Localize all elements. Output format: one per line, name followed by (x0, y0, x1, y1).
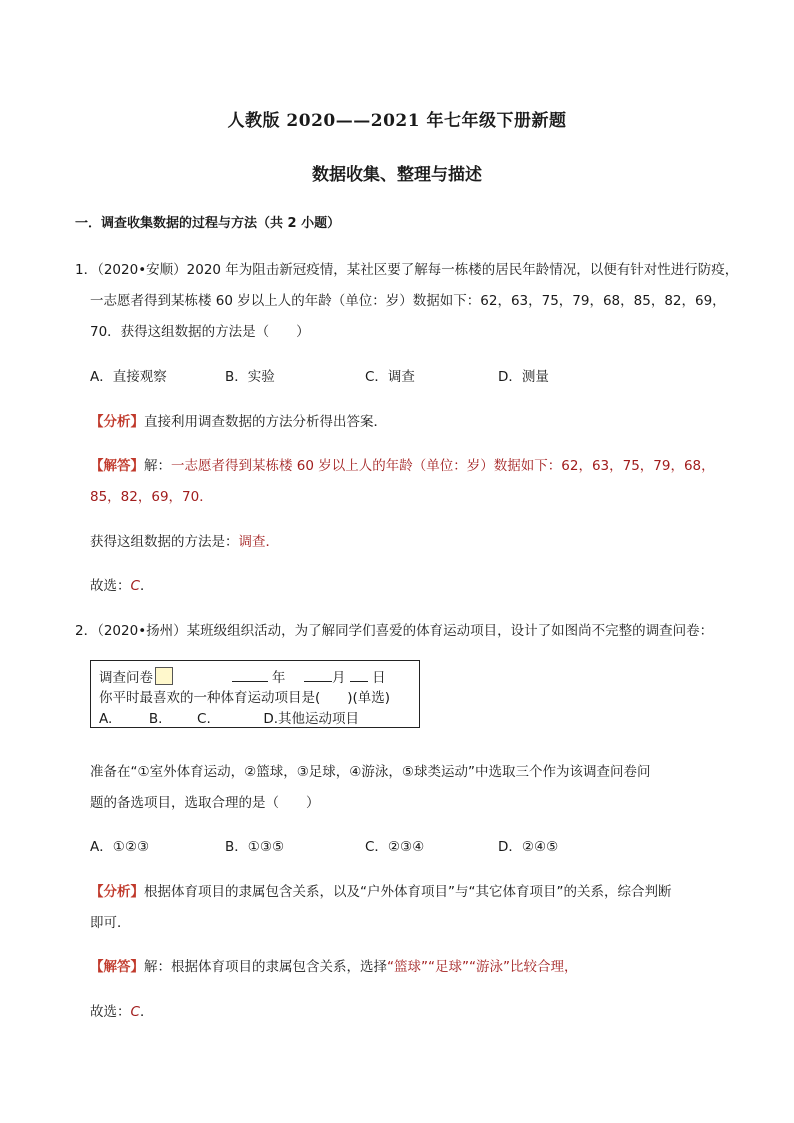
q2-option-b: B．①③⑤ (225, 839, 285, 855)
q2-analysis-line2: 即可． (90, 915, 131, 931)
q2-analysis-line1 (90, 880, 671, 900)
q1-stem-line1: 1．（2020•安顺）2020 年为阻击新冠疫情，某社区要了解每一栋楼的居民年龄情况，以便有针对性进行防疫， (75, 262, 739, 278)
q2-answer-prefix: 解：根据体育项目的隶属包含关系，选择 (144, 959, 387, 975)
q2-stem-line3: 题的备选项目，选取合理的是（ ） (90, 795, 320, 811)
q1-option-c: C．调查 (365, 369, 415, 385)
q2-choice-value: C (130, 1004, 140, 1020)
q1-choice-suffix: ． (139, 578, 154, 594)
q1-option-d: D．测量 (498, 369, 549, 385)
survey-option-d: D.其他运动项目 (263, 711, 360, 727)
survey-checkbox-square (155, 667, 173, 685)
q2-answer-suffix: 比较合理， (509, 959, 578, 975)
q2-option-a: A．①②③ (90, 839, 150, 855)
q1-method-line (90, 530, 279, 550)
q1-method-prefix: 获得这组数据的方法是： (90, 534, 239, 550)
survey-header-row (99, 666, 386, 686)
survey-day-label: 日 (372, 670, 386, 686)
survey-option-a: A. (99, 711, 113, 727)
q2-stem-line1: 2．（2020•扬州）某班级组织活动，为了解同学们喜爱的体育运动项目，设计了如图尚不完整的调查问卷： (75, 623, 714, 639)
q2-stem-line2: 准备在“①室外体育运动，②篮球，③足球，④游泳，⑤球类运动”中选取三个作为该调查问卷问 (90, 764, 651, 780)
q2-answer-tag: 【解答】 (90, 959, 144, 975)
survey-label: 调查问卷 (99, 670, 153, 686)
q1-answer-prefix: 解： (144, 458, 171, 474)
q1-stem-line2: 一志愿者得到某栋楼 60 岁以上人的年龄（单位：岁）数据如下：62，63，75，79，68，85，82，69， (90, 293, 726, 309)
survey-option-b: B. (148, 711, 163, 727)
q2-answer-line (90, 955, 577, 975)
q2-choice-suffix: ． (139, 1004, 154, 1020)
q1-option-a: A．直接观察 (90, 369, 167, 385)
q1-analysis-text: 直接利用调查数据的方法分析得出答案． (144, 414, 387, 430)
section-heading: 一．调查收集数据的过程与方法（共 2 小题） (75, 216, 341, 231)
q2-analysis-tag: 【分析】 (90, 884, 144, 900)
survey-month-blank (304, 681, 332, 682)
q2-option-c: C．②③④ (365, 839, 425, 855)
survey-options-row (99, 707, 359, 727)
q2-choice-line (90, 1000, 153, 1020)
q1-option-b: B．实验 (225, 369, 275, 385)
survey-option-c: C. (197, 711, 211, 727)
document-title: 人教版 2020——2021 年七年级下册新题 (227, 111, 567, 131)
q2-option-d: D．②④⑤ (498, 839, 559, 855)
q1-answer-line1 (90, 454, 715, 474)
survey-questionnaire-figure (90, 660, 420, 728)
q1-analysis-tag: 【分析】 (90, 414, 144, 430)
q2-analysis-text1: 根据体育项目的隶属包含关系，以及“户外体育项目”与“其它体育项目”的关系，综合判断 (144, 884, 672, 900)
q2-answer-choices: “篮球”“足球”“游泳” (387, 959, 510, 975)
q1-choice-value: C (130, 578, 140, 594)
document-subtitle: 数据收集、整理与描述 (312, 165, 482, 185)
q1-answer-line2: 85，82，69，70． (90, 489, 213, 505)
survey-day-blank (350, 681, 368, 682)
survey-question: 你平时最喜欢的一种体育运动项目是( )(单选) (99, 690, 391, 706)
q1-answer-tag: 【解答】 (90, 458, 144, 474)
q1-analysis (90, 410, 387, 430)
q1-method-value: 调查． (238, 534, 279, 550)
q1-answer-text1: 一志愿者得到某栋楼 60 岁以上人的年龄（单位：岁）数据如下：62，63，75，79，68， (171, 458, 715, 474)
survey-month-label: 月 (331, 670, 346, 686)
q1-choice-prefix: 故选： (90, 578, 131, 594)
survey-year-blank (232, 681, 268, 682)
q1-choice-line (90, 574, 153, 594)
q2-choice-prefix: 故选： (90, 1004, 131, 1020)
survey-year-label: 年 (271, 670, 286, 686)
q1-stem-line3: 70．获得这组数据的方法是（ ） (90, 324, 310, 340)
